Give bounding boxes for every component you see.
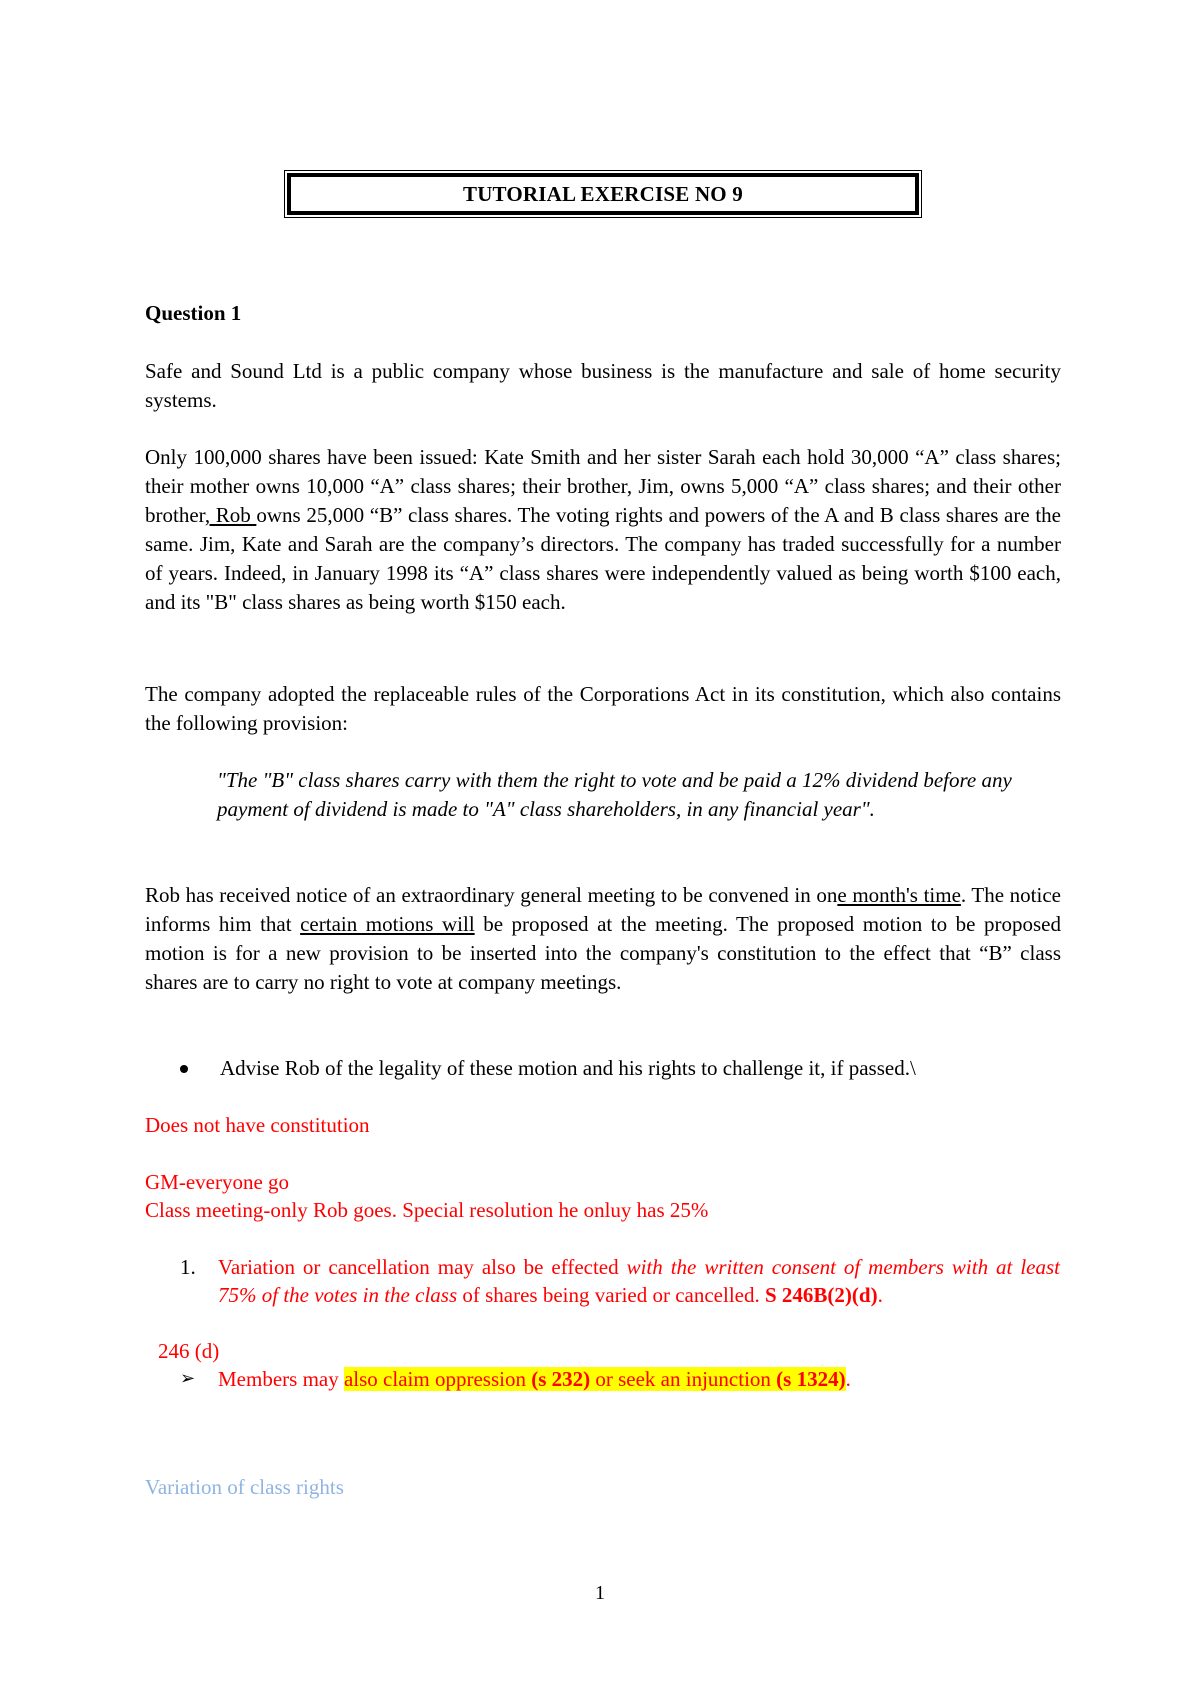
notice-underlined-1: e month's time xyxy=(837,883,961,907)
item1-text-1: Variation or cancellation may also be effected xyxy=(218,1255,627,1279)
paragraph-notice xyxy=(145,881,1061,997)
numbered-item-1 xyxy=(180,1253,1060,1343)
numbered-item-text xyxy=(218,1253,1060,1309)
item1-end: . xyxy=(877,1283,883,1307)
variation-heading: Variation of class rights xyxy=(145,1475,344,1499)
paragraph-constitution: The company adopted the replaceable rules of the Corporations Act in its constitution, which also contains the following provision: xyxy=(145,682,1061,735)
list-number: 1. xyxy=(180,1255,196,1279)
notice-text-1: Rob has received notice of an extraordinary general meeting to be convened in on xyxy=(145,883,838,907)
constitution-quote: "The "B" class shares carry with them the right to vote and be paid a 12% dividend before any payment of dividend is made to "A" class shareholders, in any financial year". xyxy=(217,768,1012,821)
arrow-text-1: Members may xyxy=(218,1367,344,1391)
arrow-item-text xyxy=(218,1365,1060,1393)
item1-italic: with the written consent of members with at least 75% of the votes in the class xyxy=(218,1255,1060,1307)
page-title: TUTORIAL EXERCISE NO 9 xyxy=(287,173,919,215)
arrow-highlight-1: also claim oppression xyxy=(343,1367,532,1391)
arrow-highlight-ref-1: (s 232) xyxy=(531,1367,591,1391)
notice-underlined-2: certain motions will xyxy=(300,912,475,936)
note-class-meeting: Class meeting-only Rob goes. Special resolution he onluy has 25% xyxy=(145,1198,709,1222)
arrow-highlight-ref-2: (s 1324) xyxy=(776,1367,846,1391)
paragraph-shareholders xyxy=(145,443,1061,617)
notice-text-2: . The notice informs him that xyxy=(145,883,1061,936)
paragraph-company-intro: Safe and Sound Ltd is a public company whose business is the manufacture and sale of home security systems. xyxy=(145,359,1061,412)
arrow-highlight-2: or seek an injunction xyxy=(590,1367,777,1391)
rob-underlined: , Rob xyxy=(204,503,257,527)
arrow-item xyxy=(180,1365,1060,1395)
bullet-dot-icon xyxy=(180,1065,188,1073)
arrow-end: . xyxy=(845,1367,851,1391)
item1-text-2: of shares being varied or cancelled. xyxy=(457,1283,765,1307)
page-number: 1 xyxy=(595,1582,605,1604)
note-no-constitution: Does not have constitution xyxy=(145,1113,370,1137)
arrow-bullet-icon: ➢ xyxy=(180,1368,196,1389)
bullet-item xyxy=(180,1054,1060,1084)
bullet-text: Advise Rob of the legality of these motion and his rights to challenge it, if passed.\ xyxy=(220,1056,916,1080)
note-246d: 246 (d) xyxy=(158,1339,220,1363)
shareholders-text-2: owns 25,000 “B” class shares. The voting rights and powers of the A and B class shares are the same. Jim, Kate and Sarah are the company’s directors. The company has traded successfully for a number of years. Indeed, in January 1998 its “A” class shares were independently valued as being worth $100 each, and its "B" class shares as being worth $150 each. xyxy=(145,503,1061,614)
shareholders-text-1: Only 100,000 shares have been issued: Kate Smith and her sister Sarah each hold 30,000 “A” class shares; their mother owns 10,000 “A” class shares; their brother, Jim, owns 5,000 “A” class shares; and their other brother xyxy=(145,445,1061,527)
note-gm: GM-everyone go xyxy=(145,1170,290,1194)
item1-section-ref: S 246B(2)(d) xyxy=(765,1283,878,1307)
question-heading: Question 1 xyxy=(145,301,242,325)
notice-text-3: be proposed at the meeting. The proposed motion to be proposed motion is for a new provision to be inserted into the company's constitution to the effect that “B” class shares are to carry no right to vote at company meetings. xyxy=(145,912,1061,994)
